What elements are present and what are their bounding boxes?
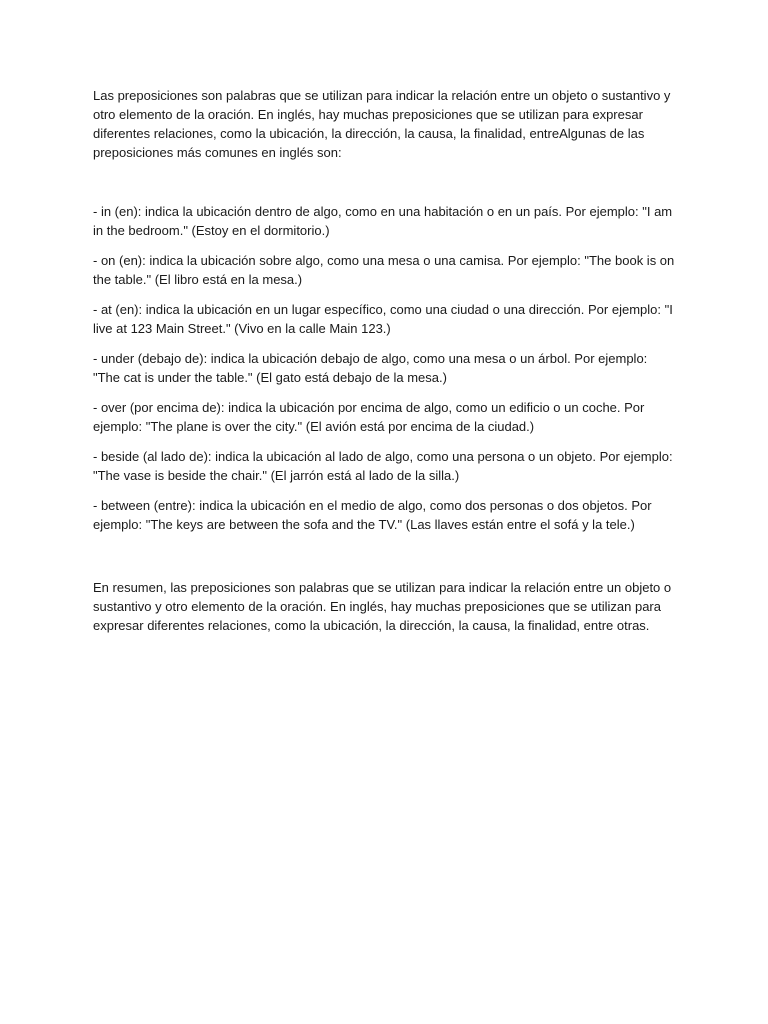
list-item-at: - at (en): indica la ubicación en un lugar específico, como una ciudad o una dirección. Por ejemplo: "I live at 123 Main Street." (Vivo en la calle Main 123.) xyxy=(93,302,673,336)
summary-paragraph: En resumen, las preposiciones son palabras que se utilizan para indicar la relación entre un objeto o sustantivo y otro elemento de la oración. En inglés, hay muchas preposiciones que se utilizan para expresar diferentes relaciones, como la ubicación, la dirección, la causa, la finalidad, entre otras. xyxy=(93,580,672,633)
list-item-on: - on (en): indica la ubicación sobre algo, como una mesa o una camisa. Por ejemplo: "The book is on the table." (El libro está en la mesa.) xyxy=(93,253,675,287)
intro-paragraph: Las preposiciones son palabras que se utilizan para indicar la relación entre un objeto o sustantivo y otro elemento de la oración. En inglés, hay muchas preposiciones que se utilizan para expresar diferentes relaciones, como la ubicación, la dirección, la causa, la finalidad, entreAlgunas de las preposiciones más comunes en inglés son: xyxy=(93,88,671,160)
list-item-under: - under (debajo de): indica la ubicación debajo de algo, como una mesa o un árbol. Por ejemplo: "The cat is under the table." (El gato está debajo de la mesa.) xyxy=(93,351,648,385)
list-item-in: - in (en): indica la ubicación dentro de algo, como en una habitación o en un país. Por ejemplo: "I am in the bedroom." (Estoy en el dormitorio.) xyxy=(93,204,673,238)
document-body xyxy=(93,86,677,635)
list-item-over: - over (por encima de): indica la ubicación por encima de algo, como un edificio o un coche. Por ejemplo: "The plane is over the city." (El avión está por encima de la ciudad.) xyxy=(93,400,645,434)
list-item-between: - between (entre): indica la ubicación en el medio de algo, como dos personas o dos objetos. Por ejemplo: "The keys are between the sofa and the TV." (Las llaves están entre el sofá y la tele.) xyxy=(93,498,652,532)
list-item-beside: - beside (al lado de): indica la ubicación al lado de algo, como una persona o un objeto. Por ejemplo: "The vase is beside the chair." (El jarrón está al lado de la silla.) xyxy=(93,449,673,483)
